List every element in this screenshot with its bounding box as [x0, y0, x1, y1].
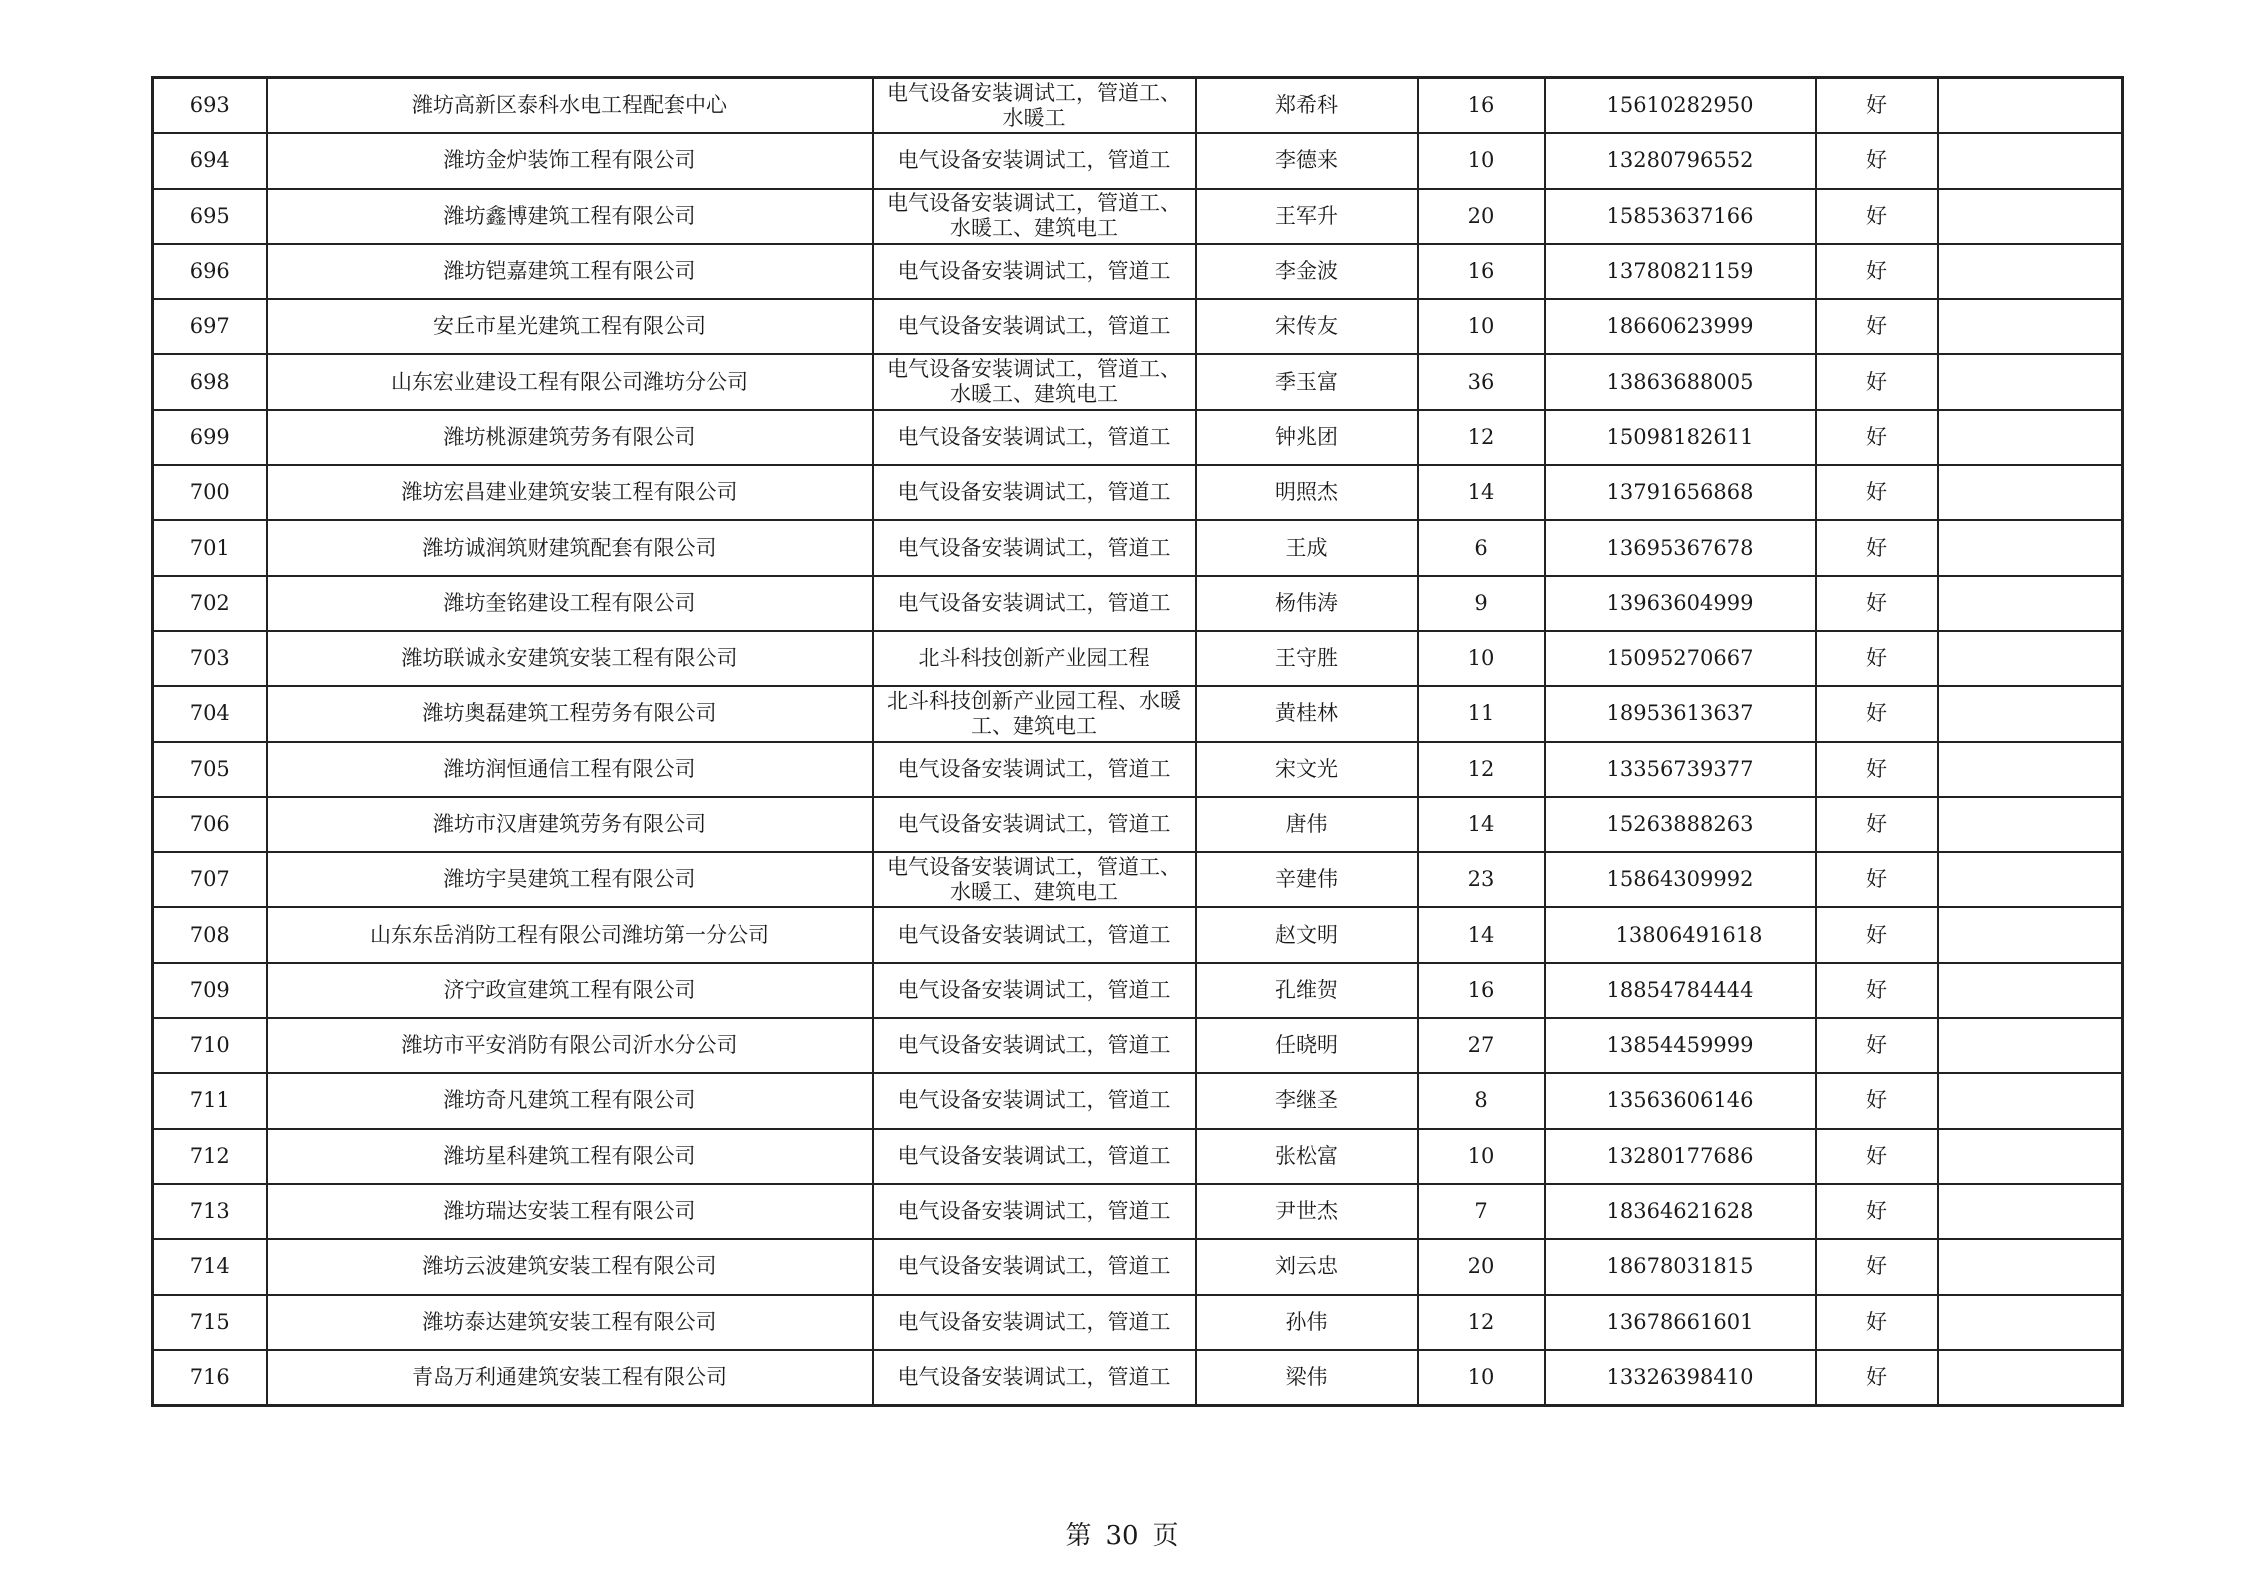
- rating-cell: 好: [1816, 1239, 1938, 1294]
- table-row: [153, 1073, 2123, 1128]
- contact-person-cell: 唐伟: [1196, 797, 1418, 852]
- phone-number-cell: 13863688005: [1545, 354, 1816, 409]
- company-name-cell: 潍坊金炉装饰工程有限公司: [267, 133, 873, 188]
- worker-count-cell: 7: [1418, 1184, 1545, 1239]
- remark-cell: [1938, 1239, 2123, 1294]
- contact-person-cell: 李德来: [1196, 133, 1418, 188]
- rating-cell: 好: [1816, 686, 1938, 741]
- table-row: [153, 742, 2123, 797]
- work-type-cell: 电气设备安装调试工，管道工、水暖工、建筑电工: [873, 852, 1196, 907]
- phone-number-cell: 15853637166: [1545, 189, 1816, 244]
- row-number-cell: 702: [153, 576, 267, 631]
- company-name-cell: 潍坊奎铭建设工程有限公司: [267, 576, 873, 631]
- worker-count-cell: 11: [1418, 686, 1545, 741]
- row-number-cell: 712: [153, 1129, 267, 1184]
- phone-number-cell: 13963604999: [1545, 576, 1816, 631]
- rating-cell: 好: [1816, 354, 1938, 409]
- rating-cell: 好: [1816, 520, 1938, 575]
- work-type-cell: 电气设备安装调试工，管道工: [873, 1129, 1196, 1184]
- remark-cell: [1938, 1129, 2123, 1184]
- rating-cell: 好: [1816, 1129, 1938, 1184]
- phone-number-cell: 13678661601: [1545, 1295, 1816, 1350]
- remark-cell: [1938, 299, 2123, 354]
- row-number-cell: 704: [153, 686, 267, 741]
- company-name-cell: 潍坊铠嘉建筑工程有限公司: [267, 244, 873, 299]
- remark-cell: [1938, 354, 2123, 409]
- work-type-cell: 电气设备安装调试工，管道工: [873, 520, 1196, 575]
- company-name-cell: 潍坊星科建筑工程有限公司: [267, 1129, 873, 1184]
- worker-count-cell: 27: [1418, 1018, 1545, 1073]
- rating-cell: 好: [1816, 963, 1938, 1018]
- row-number-cell: 716: [153, 1350, 267, 1406]
- work-type-cell: 电气设备安装调试工，管道工: [873, 742, 1196, 797]
- company-name-cell: 山东东岳消防工程有限公司潍坊第一分公司: [267, 907, 873, 962]
- row-number-cell: 703: [153, 631, 267, 686]
- work-type-cell: 电气设备安装调试工，管道工: [873, 244, 1196, 299]
- contact-person-cell: 钟兆团: [1196, 410, 1418, 465]
- phone-number-cell: 13280177686: [1545, 1129, 1816, 1184]
- work-type-cell: 电气设备安装调试工，管道工: [873, 1295, 1196, 1350]
- work-type-cell: 电气设备安装调试工，管道工、水暖工: [873, 78, 1196, 134]
- contact-person-cell: 孔维贺: [1196, 963, 1418, 1018]
- row-number-cell: 694: [153, 133, 267, 188]
- table-row: [153, 907, 2123, 962]
- rating-cell: 好: [1816, 576, 1938, 631]
- remark-cell: [1938, 852, 2123, 907]
- worker-count-cell: 20: [1418, 189, 1545, 244]
- table-row: [153, 797, 2123, 852]
- phone-number-cell: 13791656868: [1545, 465, 1816, 520]
- company-name-cell: 潍坊诚润筑财建筑配套有限公司: [267, 520, 873, 575]
- worker-count-cell: 14: [1418, 465, 1545, 520]
- company-name-cell: 潍坊高新区泰科水电工程配套中心: [267, 78, 873, 134]
- table-row: [153, 631, 2123, 686]
- row-number-cell: 706: [153, 797, 267, 852]
- company-name-cell: 潍坊市平安消防有限公司沂水分公司: [267, 1018, 873, 1073]
- company-name-cell: 潍坊桃源建筑劳务有限公司: [267, 410, 873, 465]
- phone-number-cell: 15098182611: [1545, 410, 1816, 465]
- contact-person-cell: 杨伟涛: [1196, 576, 1418, 631]
- work-type-cell: 电气设备安装调试工，管道工、水暖工、建筑电工: [873, 189, 1196, 244]
- contact-person-cell: 王成: [1196, 520, 1418, 575]
- phone-number-cell: 15095270667: [1545, 631, 1816, 686]
- rating-cell: 好: [1816, 244, 1938, 299]
- phone-number-cell: 13695367678: [1545, 520, 1816, 575]
- remark-cell: [1938, 1350, 2123, 1406]
- table-row: [153, 133, 2123, 188]
- work-type-cell: 北斗科技创新产业园工程、水暖工、建筑电工: [873, 686, 1196, 741]
- phone-number-cell: 13280796552: [1545, 133, 1816, 188]
- phone-number-cell: 18660623999: [1545, 299, 1816, 354]
- contact-person-cell: 王守胜: [1196, 631, 1418, 686]
- remark-cell: [1938, 410, 2123, 465]
- page-number: 30: [1105, 1521, 1139, 1551]
- work-type-cell: 电气设备安装调试工，管道工: [873, 1073, 1196, 1128]
- row-number-cell: 707: [153, 852, 267, 907]
- rating-cell: 好: [1816, 1184, 1938, 1239]
- worker-count-cell: 14: [1418, 797, 1545, 852]
- phone-number-cell: 13326398410: [1545, 1350, 1816, 1406]
- phone-number-cell: 13806491618: [1545, 907, 1816, 962]
- table-row: [153, 852, 2123, 907]
- remark-cell: [1938, 133, 2123, 188]
- rating-cell: 好: [1816, 299, 1938, 354]
- table-row: [153, 1129, 2123, 1184]
- page-label-suffix: 页: [1152, 1521, 1179, 1551]
- row-number-cell: 711: [153, 1073, 267, 1128]
- table-row: [153, 520, 2123, 575]
- worker-count-cell: 16: [1418, 244, 1545, 299]
- company-name-cell: 潍坊联诚永安建筑安装工程有限公司: [267, 631, 873, 686]
- table-row: [153, 189, 2123, 244]
- page-label-prefix: 第: [1065, 1521, 1092, 1551]
- table-row: [153, 354, 2123, 409]
- company-name-cell: 青岛万利通建筑安装工程有限公司: [267, 1350, 873, 1406]
- phone-number-cell: 13563606146: [1545, 1073, 1816, 1128]
- remark-cell: [1938, 1295, 2123, 1350]
- rating-cell: 好: [1816, 631, 1938, 686]
- contact-person-cell: 郑希科: [1196, 78, 1418, 134]
- table-row: [153, 244, 2123, 299]
- work-type-cell: 电气设备安装调试工，管道工: [873, 963, 1196, 1018]
- rating-cell: 好: [1816, 797, 1938, 852]
- worker-count-cell: 12: [1418, 1295, 1545, 1350]
- work-type-cell: 电气设备安装调试工，管道工: [873, 410, 1196, 465]
- work-type-cell: 电气设备安装调试工，管道工: [873, 1239, 1196, 1294]
- row-number-cell: 701: [153, 520, 267, 575]
- phone-number-cell: 13854459999: [1545, 1018, 1816, 1073]
- company-name-cell: 潍坊鑫博建筑工程有限公司: [267, 189, 873, 244]
- phone-number-cell: 18678031815: [1545, 1239, 1816, 1294]
- phone-number-cell: 13780821159: [1545, 244, 1816, 299]
- company-name-cell: 潍坊宇昊建筑工程有限公司: [267, 852, 873, 907]
- contact-person-cell: 李金波: [1196, 244, 1418, 299]
- company-name-cell: 济宁政宣建筑工程有限公司: [267, 963, 873, 1018]
- phone-number-cell: 18854784444: [1545, 963, 1816, 1018]
- row-number-cell: 693: [153, 78, 267, 134]
- remark-cell: [1938, 520, 2123, 575]
- contact-person-cell: 辛建伟: [1196, 852, 1418, 907]
- row-number-cell: 699: [153, 410, 267, 465]
- contact-person-cell: 刘云忠: [1196, 1239, 1418, 1294]
- row-number-cell: 715: [153, 1295, 267, 1350]
- rating-cell: 好: [1816, 1073, 1938, 1128]
- row-number-cell: 700: [153, 465, 267, 520]
- table-row: [153, 1295, 2123, 1350]
- worker-count-cell: 10: [1418, 133, 1545, 188]
- company-name-cell: 安丘市星光建筑工程有限公司: [267, 299, 873, 354]
- table-row: [153, 1184, 2123, 1239]
- rating-cell: 好: [1816, 907, 1938, 962]
- table-row: [153, 576, 2123, 631]
- table-body: [153, 78, 2123, 1406]
- company-name-cell: 潍坊奇凡建筑工程有限公司: [267, 1073, 873, 1128]
- company-name-cell: 潍坊润恒通信工程有限公司: [267, 742, 873, 797]
- contact-person-cell: 尹世杰: [1196, 1184, 1418, 1239]
- contact-person-cell: 宋文光: [1196, 742, 1418, 797]
- work-type-cell: 北斗科技创新产业园工程: [873, 631, 1196, 686]
- worker-count-cell: 10: [1418, 1129, 1545, 1184]
- remark-cell: [1938, 189, 2123, 244]
- rating-cell: 好: [1816, 742, 1938, 797]
- remark-cell: [1938, 963, 2123, 1018]
- contact-person-cell: 季玉富: [1196, 354, 1418, 409]
- rating-cell: 好: [1816, 1018, 1938, 1073]
- worker-count-cell: 6: [1418, 520, 1545, 575]
- contact-person-cell: 明照杰: [1196, 465, 1418, 520]
- contact-person-cell: 王军升: [1196, 189, 1418, 244]
- work-type-cell: 电气设备安装调试工，管道工、水暖工、建筑电工: [873, 354, 1196, 409]
- remark-cell: [1938, 465, 2123, 520]
- remark-cell: [1938, 1073, 2123, 1128]
- phone-number-cell: 13356739377: [1545, 742, 1816, 797]
- row-number-cell: 696: [153, 244, 267, 299]
- table-row: [153, 465, 2123, 520]
- remark-cell: [1938, 742, 2123, 797]
- worker-count-cell: 14: [1418, 907, 1545, 962]
- work-type-cell: 电气设备安装调试工，管道工: [873, 907, 1196, 962]
- company-name-cell: 潍坊奥磊建筑工程劳务有限公司: [267, 686, 873, 741]
- phone-number-cell: 15864309992: [1545, 852, 1816, 907]
- worker-count-cell: 16: [1418, 78, 1545, 134]
- work-type-cell: 电气设备安装调试工，管道工: [873, 133, 1196, 188]
- work-type-cell: 电气设备安装调试工，管道工: [873, 797, 1196, 852]
- remark-cell: [1938, 907, 2123, 962]
- rating-cell: 好: [1816, 410, 1938, 465]
- worker-count-cell: 23: [1418, 852, 1545, 907]
- work-type-cell: 电气设备安装调试工，管道工: [873, 576, 1196, 631]
- rating-cell: 好: [1816, 78, 1938, 134]
- work-type-cell: 电气设备安装调试工，管道工: [873, 1350, 1196, 1406]
- phone-number-cell: 15263888263: [1545, 797, 1816, 852]
- row-number-cell: 697: [153, 299, 267, 354]
- row-number-cell: 713: [153, 1184, 267, 1239]
- row-number-cell: 709: [153, 963, 267, 1018]
- rating-cell: 好: [1816, 465, 1938, 520]
- company-name-cell: 潍坊市汉唐建筑劳务有限公司: [267, 797, 873, 852]
- worker-table: [151, 76, 2124, 1407]
- contact-person-cell: 黄桂林: [1196, 686, 1418, 741]
- work-type-cell: 电气设备安装调试工，管道工: [873, 1184, 1196, 1239]
- contact-person-cell: 张松富: [1196, 1129, 1418, 1184]
- table-row: [153, 299, 2123, 354]
- rating-cell: 好: [1816, 852, 1938, 907]
- work-type-cell: 电气设备安装调试工，管道工: [873, 1018, 1196, 1073]
- phone-number-cell: 15610282950: [1545, 78, 1816, 134]
- company-name-cell: 潍坊宏昌建业建筑安装工程有限公司: [267, 465, 873, 520]
- table-row: [153, 1018, 2123, 1073]
- worker-count-cell: 8: [1418, 1073, 1545, 1128]
- contact-person-cell: 梁伟: [1196, 1350, 1418, 1406]
- contact-person-cell: 赵文明: [1196, 907, 1418, 962]
- remark-cell: [1938, 797, 2123, 852]
- contact-person-cell: 孙伟: [1196, 1295, 1418, 1350]
- row-number-cell: 705: [153, 742, 267, 797]
- table-row: [153, 1239, 2123, 1294]
- row-number-cell: 698: [153, 354, 267, 409]
- work-type-cell: 电气设备安装调试工，管道工: [873, 465, 1196, 520]
- worker-count-cell: 16: [1418, 963, 1545, 1018]
- rating-cell: 好: [1816, 1350, 1938, 1406]
- rating-cell: 好: [1816, 1295, 1938, 1350]
- remark-cell: [1938, 1184, 2123, 1239]
- table-row: [153, 410, 2123, 465]
- worker-count-cell: 10: [1418, 631, 1545, 686]
- company-name-cell: 山东宏业建设工程有限公司潍坊分公司: [267, 354, 873, 409]
- row-number-cell: 714: [153, 1239, 267, 1294]
- company-name-cell: 潍坊瑞达安装工程有限公司: [267, 1184, 873, 1239]
- remark-cell: [1938, 78, 2123, 134]
- row-number-cell: 695: [153, 189, 267, 244]
- table-row: [153, 1350, 2123, 1406]
- table-row: [153, 686, 2123, 741]
- remark-cell: [1938, 686, 2123, 741]
- remark-cell: [1938, 631, 2123, 686]
- worker-count-cell: 12: [1418, 742, 1545, 797]
- table-row: [153, 78, 2123, 134]
- page-footer: [0, 1515, 2244, 1552]
- remark-cell: [1938, 1018, 2123, 1073]
- rating-cell: 好: [1816, 189, 1938, 244]
- remark-cell: [1938, 244, 2123, 299]
- row-number-cell: 710: [153, 1018, 267, 1073]
- worker-count-cell: 12: [1418, 410, 1545, 465]
- contact-person-cell: 宋传友: [1196, 299, 1418, 354]
- contact-person-cell: 李继圣: [1196, 1073, 1418, 1128]
- worker-count-cell: 10: [1418, 1350, 1545, 1406]
- company-name-cell: 潍坊泰达建筑安装工程有限公司: [267, 1295, 873, 1350]
- company-name-cell: 潍坊云波建筑安装工程有限公司: [267, 1239, 873, 1294]
- worker-count-cell: 36: [1418, 354, 1545, 409]
- worker-count-cell: 9: [1418, 576, 1545, 631]
- worker-count-cell: 20: [1418, 1239, 1545, 1294]
- table-row: [153, 963, 2123, 1018]
- work-type-cell: 电气设备安装调试工，管道工: [873, 299, 1196, 354]
- phone-number-cell: 18953613637: [1545, 686, 1816, 741]
- row-number-cell: 708: [153, 907, 267, 962]
- worker-count-cell: 10: [1418, 299, 1545, 354]
- contact-person-cell: 任晓明: [1196, 1018, 1418, 1073]
- phone-number-cell: 18364621628: [1545, 1184, 1816, 1239]
- remark-cell: [1938, 576, 2123, 631]
- rating-cell: 好: [1816, 133, 1938, 188]
